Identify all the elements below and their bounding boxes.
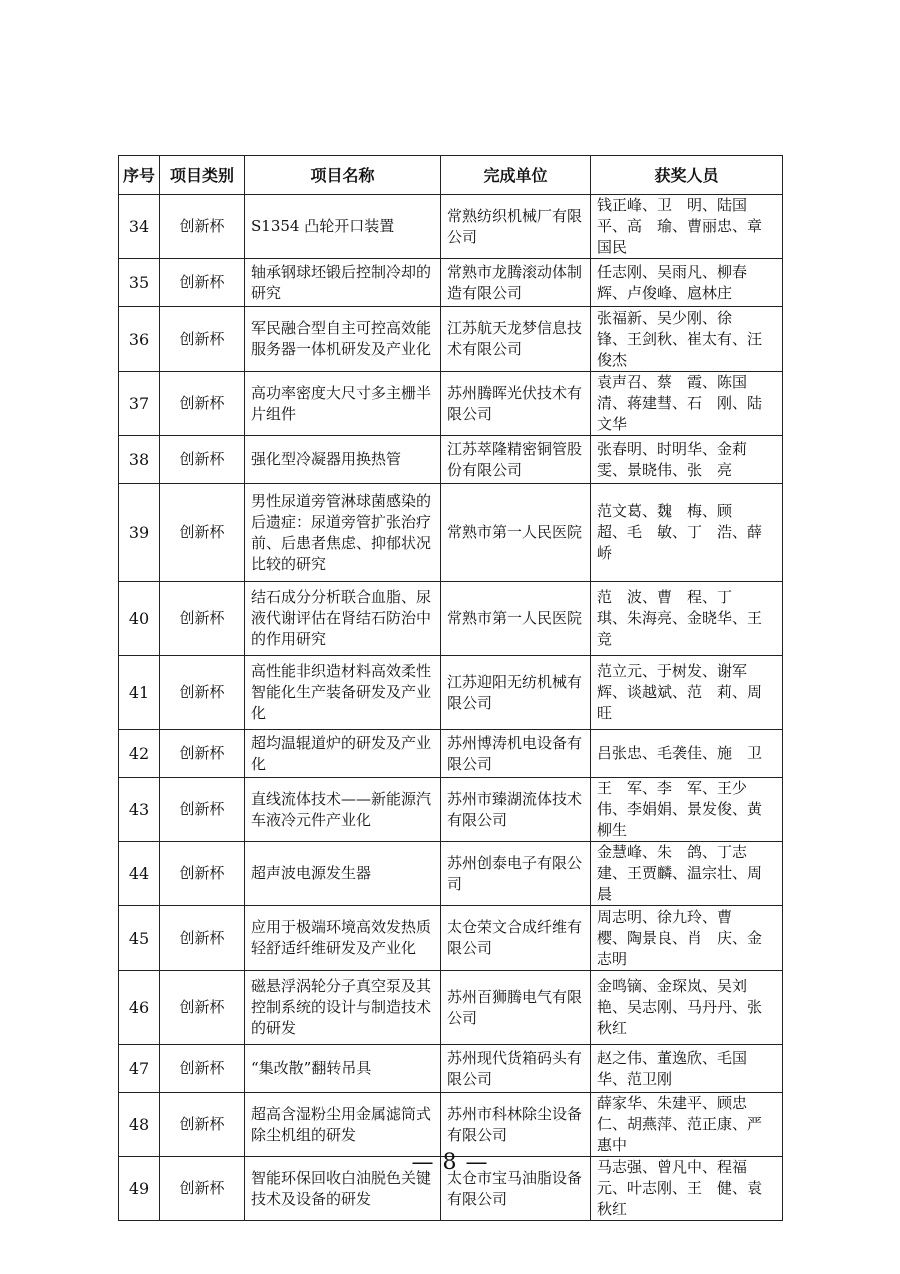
row-people: 周志明、徐九玲、曹 樱、陶景良、肖 庆、金志明 bbox=[591, 906, 783, 971]
row-category: 创新杯 bbox=[160, 307, 245, 372]
row-category: 创新杯 bbox=[160, 656, 245, 730]
row-unit: 苏州博涛机电设备有限公司 bbox=[441, 730, 591, 778]
header-name: 项目名称 bbox=[245, 156, 441, 195]
row-number: 42 bbox=[119, 730, 160, 778]
table-row bbox=[119, 1045, 783, 1093]
row-category: 创新杯 bbox=[160, 906, 245, 971]
row-number: 34 bbox=[119, 195, 160, 259]
row-number: 37 bbox=[119, 372, 160, 436]
row-number: 39 bbox=[119, 484, 160, 582]
row-people: 吕张忠、毛袭佳、施 卫 bbox=[591, 730, 783, 778]
page-number: — 8 — bbox=[411, 1150, 489, 1175]
table-row bbox=[119, 1093, 783, 1157]
table-body bbox=[119, 195, 783, 1221]
row-number: 38 bbox=[119, 436, 160, 484]
table-row bbox=[119, 582, 783, 656]
row-category: 创新杯 bbox=[160, 372, 245, 436]
table-row bbox=[119, 195, 783, 259]
row-unit: 常熟市龙腾滚动体制造有限公司 bbox=[441, 259, 591, 307]
row-category: 创新杯 bbox=[160, 436, 245, 484]
row-project-name: 强化型冷凝器用换热管 bbox=[245, 436, 441, 484]
table-row bbox=[119, 971, 783, 1045]
row-unit: 苏州创泰电子有限公司 bbox=[441, 842, 591, 906]
table-header-row bbox=[119, 156, 783, 195]
row-category: 创新杯 bbox=[160, 1093, 245, 1157]
row-unit: 常熟市第一人民医院 bbox=[441, 582, 591, 656]
row-unit: 苏州百狮腾电气有限公司 bbox=[441, 971, 591, 1045]
table-row bbox=[119, 307, 783, 372]
row-project-name: 磁悬浮涡轮分子真空泵及其控制系统的设计与制造技术的研发 bbox=[245, 971, 441, 1045]
row-people: 金慧峰、朱 鸽、丁志建、王贾麟、温宗壮、周 晨 bbox=[591, 842, 783, 906]
row-people: 马志强、曾凡中、程福元、叶志刚、王 健、袁秋红 bbox=[591, 1157, 783, 1221]
row-unit: 太仓荣文合成纤维有限公司 bbox=[441, 906, 591, 971]
row-people: 张春明、时明华、金莉雯、景晓伟、张 亮 bbox=[591, 436, 783, 484]
row-number: 44 bbox=[119, 842, 160, 906]
row-unit: 苏州市科林除尘设备有限公司 bbox=[441, 1093, 591, 1157]
row-number: 48 bbox=[119, 1093, 160, 1157]
row-unit: 江苏航天龙梦信息技术有限公司 bbox=[441, 307, 591, 372]
table-row bbox=[119, 259, 783, 307]
row-category: 创新杯 bbox=[160, 842, 245, 906]
row-number: 43 bbox=[119, 778, 160, 842]
row-project-name: 结石成分分析联合血脂、尿液代谢评估在肾结石防治中的作用研究 bbox=[245, 582, 441, 656]
row-unit: 太仓市宝马油脂设备有限公司 bbox=[441, 1157, 591, 1221]
row-category: 创新杯 bbox=[160, 1045, 245, 1093]
row-unit: 常熟市第一人民医院 bbox=[441, 484, 591, 582]
row-number: 35 bbox=[119, 259, 160, 307]
table-row bbox=[119, 436, 783, 484]
table-row bbox=[119, 906, 783, 971]
row-people: 范 波、曹 程、丁 琪、朱海亮、金晓华、王 竞 bbox=[591, 582, 783, 656]
row-project-name: “集改散”翻转吊具 bbox=[245, 1045, 441, 1093]
row-project-name: 直线流体技术——新能源汽车液冷元件产业化 bbox=[245, 778, 441, 842]
row-unit: 苏州腾晖光伏技术有限公司 bbox=[441, 372, 591, 436]
row-people: 钱正峰、卫 明、陆国平、高 瑜、曹丽忠、章国民 bbox=[591, 195, 783, 259]
row-people: 金鸣镝、金琛岚、吴刘艳、吴志刚、马丹丹、张秋红 bbox=[591, 971, 783, 1045]
row-people: 袁声召、蔡 霞、陈国清、蒋建彗、石 刚、陆文华 bbox=[591, 372, 783, 436]
row-people: 范立元、于树发、谢军辉、谈越斌、范 莉、周 旺 bbox=[591, 656, 783, 730]
row-category: 创新杯 bbox=[160, 582, 245, 656]
table-row bbox=[119, 656, 783, 730]
row-unit: 江苏迎阳无纺机械有限公司 bbox=[441, 656, 591, 730]
row-number: 36 bbox=[119, 307, 160, 372]
row-unit: 苏州市臻湖流体技术有限公司 bbox=[441, 778, 591, 842]
row-project-name: S1354 凸轮开口装置 bbox=[245, 195, 441, 259]
row-category: 创新杯 bbox=[160, 730, 245, 778]
row-number: 45 bbox=[119, 906, 160, 971]
table-row bbox=[119, 842, 783, 906]
row-project-name: 超声波电源发生器 bbox=[245, 842, 441, 906]
row-number: 41 bbox=[119, 656, 160, 730]
row-category: 创新杯 bbox=[160, 971, 245, 1045]
row-category: 创新杯 bbox=[160, 484, 245, 582]
row-project-name: 军民融合型自主可控高效能服务器一体机研发及产业化 bbox=[245, 307, 441, 372]
row-people: 张福新、吴少刚、徐 锋、王剑秋、崔太有、汪俊杰 bbox=[591, 307, 783, 372]
row-project-name: 超高含湿粉尘用金属滤筒式除尘机组的研发 bbox=[245, 1093, 441, 1157]
row-project-name: 轴承钢球坯锻后控制冷却的研究 bbox=[245, 259, 441, 307]
row-project-name: 高性能非织造材料高效柔性智能化生产装备研发及产业化 bbox=[245, 656, 441, 730]
row-project-name: 高功率密度大尺寸多主栅半片组件 bbox=[245, 372, 441, 436]
row-category: 创新杯 bbox=[160, 1157, 245, 1221]
row-project-name: 应用于极端环境高效发热质轻舒适纤维研发及产业化 bbox=[245, 906, 441, 971]
row-project-name: 男性尿道旁管淋球菌感染的后遗症：尿道旁管扩张治疗前、后患者焦虑、抑郁状况比较的研究 bbox=[245, 484, 441, 582]
awards-table bbox=[118, 155, 783, 1221]
row-category: 创新杯 bbox=[160, 195, 245, 259]
row-number: 46 bbox=[119, 971, 160, 1045]
row-unit: 江苏萃隆精密铜管股份有限公司 bbox=[441, 436, 591, 484]
table-row bbox=[119, 372, 783, 436]
row-people: 任志刚、吴雨凡、柳春辉、卢俊峰、扈林庄 bbox=[591, 259, 783, 307]
table-row bbox=[119, 730, 783, 778]
row-category: 创新杯 bbox=[160, 778, 245, 842]
row-category: 创新杯 bbox=[160, 259, 245, 307]
header-people: 获奖人员 bbox=[591, 156, 783, 195]
row-number: 49 bbox=[119, 1157, 160, 1221]
row-people: 薛家华、朱建平、顾忠仁、胡燕萍、范正康、严惠中 bbox=[591, 1093, 783, 1157]
row-unit: 苏州现代货箱码头有限公司 bbox=[441, 1045, 591, 1093]
header-unit: 完成单位 bbox=[441, 156, 591, 195]
row-number: 40 bbox=[119, 582, 160, 656]
header-index: 序号 bbox=[119, 156, 160, 195]
table-row bbox=[119, 778, 783, 842]
row-people: 王 军、李 军、王少伟、李娟娟、景发俊、黄柳生 bbox=[591, 778, 783, 842]
row-number: 47 bbox=[119, 1045, 160, 1093]
row-people: 范文葛、魏 梅、顾 超、毛 敏、丁 浩、薛 峤 bbox=[591, 484, 783, 582]
header-category: 项目类别 bbox=[160, 156, 245, 195]
row-people: 赵之伟、董逸欣、毛国华、范卫刚 bbox=[591, 1045, 783, 1093]
row-project-name: 超均温辊道炉的研发及产业化 bbox=[245, 730, 441, 778]
row-unit: 常熟纺织机械厂有限公司 bbox=[441, 195, 591, 259]
table-row bbox=[119, 484, 783, 582]
row-project-name: 智能环保回收白油脱色关键技术及设备的研发 bbox=[245, 1157, 441, 1221]
